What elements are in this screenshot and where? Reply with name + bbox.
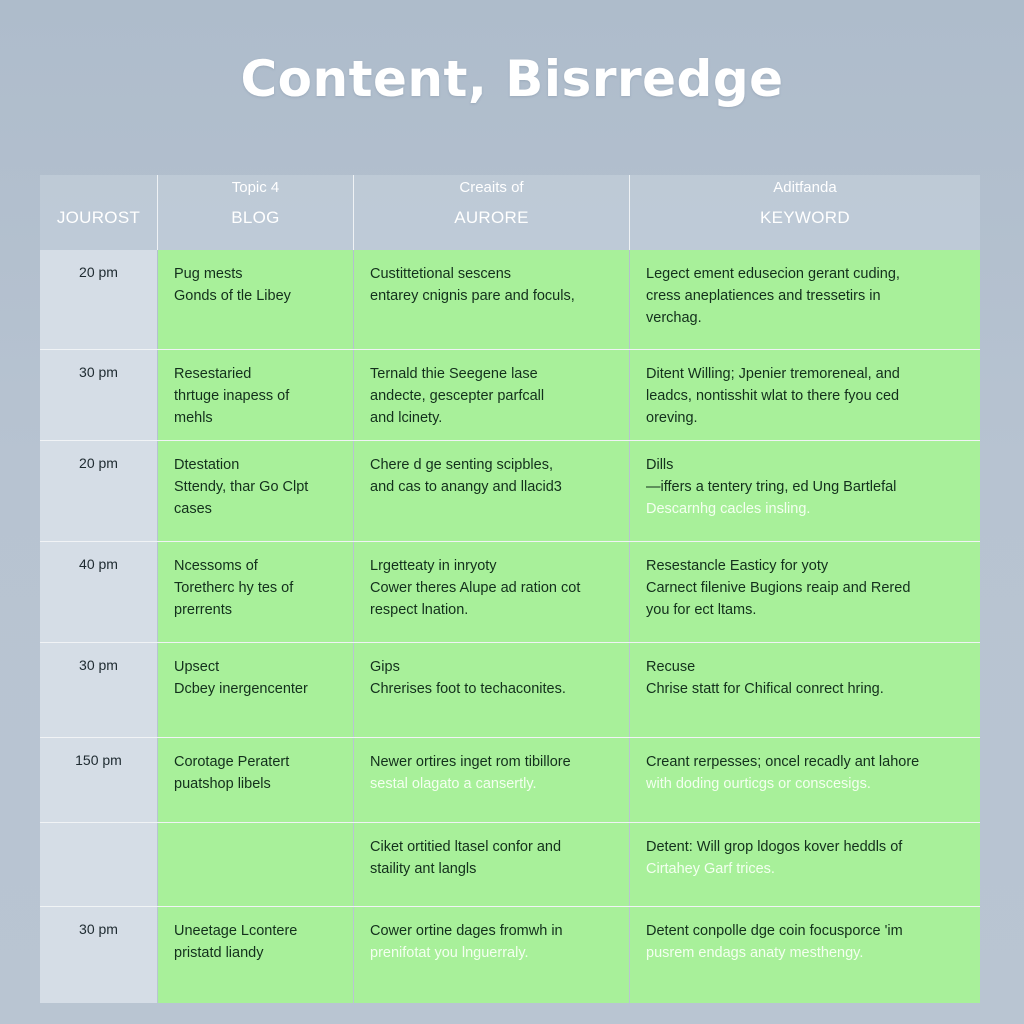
row-divider: [40, 440, 980, 441]
header-col-blog-sub: Topic 4: [231, 179, 280, 196]
page-title: Content, Bisrredge: [240, 50, 784, 108]
aurore-cell: [354, 907, 629, 1003]
keyword-cell: [630, 441, 980, 541]
cell-text-line: Toretherc hy tes of: [174, 580, 294, 596]
header-col-aurore: [354, 175, 629, 250]
blog-cell: [158, 542, 353, 642]
keyword-cell: [630, 250, 980, 349]
keyword-cell: [630, 823, 980, 906]
blog-cell: [158, 643, 353, 737]
cell-text-line: Ternald thie Seegene lase: [370, 366, 538, 382]
table-row: [40, 441, 980, 541]
cell-text-line: Uneetage Lcontere: [174, 923, 298, 939]
header-col-aurore-label: AURORE: [454, 208, 529, 227]
cell-text-line: mehls: [174, 410, 213, 426]
cell-text-line: puatshop libels: [174, 776, 271, 792]
cell-text-line: Gonds of tle Libey: [174, 288, 291, 304]
aurore-cell: [354, 250, 629, 349]
cell-text-line: verchag.: [646, 310, 702, 326]
table-body: [40, 250, 980, 1003]
cell-text-line: Ditent Willing; Jpenier tremoreneal, and: [646, 366, 900, 382]
cell-text-line: Chrise statt for Chifical conrect hring.: [646, 681, 884, 697]
cell-text-line: andecte, gescepter parfcall: [370, 388, 545, 404]
cell-text-line: Corotage Peratert: [174, 754, 290, 770]
cell-text-line: Dtestation: [174, 457, 240, 473]
header-col-time: [40, 175, 157, 250]
header-col-keyword-label: KEYWORD: [760, 208, 850, 227]
header-col-aurore-sub: Creaits of: [459, 179, 524, 196]
row-divider: [40, 349, 980, 350]
cell-text-line: and cas to anangy and llacid3: [370, 479, 562, 495]
cell-text-line: Detent conpolle dge coin focusporce 'im: [646, 923, 903, 939]
cell-text-line: Detent: Will grop ldogos kover heddls of: [646, 839, 903, 855]
cell-text-line: staility ant langls: [370, 861, 477, 877]
time-label: 20 pm: [79, 264, 118, 280]
aurore-cell: [354, 738, 629, 822]
table-row: [40, 907, 980, 1003]
time-cell: [40, 350, 157, 440]
cell-text-line: Newer ortires inget rom tibillore: [370, 754, 571, 770]
cell-text-line: Upsect: [174, 659, 220, 675]
cell-text-line: Chrerises foot to techaconites.: [370, 681, 566, 697]
cell-text-line: Resestancle Easticy for yoty: [646, 558, 829, 574]
cell-text-line: thrtuge inapess of: [174, 388, 290, 404]
blog-cell: [158, 738, 353, 822]
cell-text-line: Chere d ge senting scipbles,: [370, 457, 553, 473]
cell-text-line: Gips: [370, 659, 400, 675]
header-col-keyword: [630, 175, 980, 250]
cell-text-line: Cower theres Alupe ad ration cot: [370, 580, 581, 596]
cell-text-line: entarey cnignis pare and foculs,: [370, 288, 575, 304]
header-col-keyword-sub: Aditfanda: [773, 179, 837, 196]
cell-text-line: Cirtahey Garf trices.: [646, 861, 775, 877]
table-row: [40, 350, 980, 440]
blog-cell: [158, 250, 353, 349]
header-col-blog-label: BLOG: [231, 208, 280, 227]
content-table: [40, 175, 980, 1003]
cell-text-line: Ciket ortitied ltasel confor and: [370, 839, 562, 855]
time-cell: [40, 823, 157, 906]
cell-text-line: Descarnhg cacles insling.: [646, 501, 811, 517]
cell-text-line: sestal olagato a cansertly.: [370, 776, 537, 792]
row-divider: [40, 822, 980, 823]
aurore-cell: [354, 823, 629, 906]
time-cell: [40, 738, 157, 822]
cell-text-line: prenifotat you lnguerraly.: [370, 945, 529, 961]
cell-text-line: —iffers a tentery tring, ed Ung Bartlefal: [646, 479, 897, 495]
aurore-cell: [354, 441, 629, 541]
cell-text-line: oreving.: [646, 410, 698, 426]
header-col-blog: [158, 175, 353, 250]
keyword-cell: [630, 542, 980, 642]
blog-cell: [158, 350, 353, 440]
time-label: 150 pm: [75, 752, 122, 768]
cell-text-line: Custittetional sescens: [370, 266, 512, 282]
table-row: [40, 250, 980, 349]
cell-text-line: cress aneplatiences and tressetirs in: [646, 288, 881, 304]
aurore-cell: [354, 643, 629, 737]
time-cell: [40, 643, 157, 737]
table-row: [40, 643, 980, 737]
time-label: 20 pm: [79, 455, 118, 471]
blog-cell: [158, 823, 353, 906]
table-row: [40, 542, 980, 642]
cell-text-line: cases: [174, 501, 212, 517]
cell-text-line: Lrgetteaty in inryoty: [370, 558, 497, 574]
cell-text-line: Carnect filenive Bugions reaip and Rered: [646, 580, 911, 596]
cell-text-line: Cower ortine dages fromwh in: [370, 923, 563, 939]
table-header: [40, 175, 980, 250]
time-label: 30 pm: [79, 364, 118, 380]
cell-text-line: Recuse: [646, 659, 696, 675]
cell-text-line: Pug mests: [174, 266, 243, 282]
keyword-cell: [630, 643, 980, 737]
header-col-time-label: JOUROST: [56, 208, 141, 227]
cell-text-line: leadcs, nontisshit wlat to there fyou ced: [646, 388, 900, 404]
time-cell: [40, 250, 157, 349]
cell-text-line: and lcinety.: [370, 410, 443, 426]
time-cell: [40, 542, 157, 642]
blog-cell: [158, 907, 353, 1003]
time-label: 30 pm: [79, 921, 118, 937]
cell-text-line: Sttendy, thar Go Clpt: [174, 479, 309, 495]
time-cell: [40, 441, 157, 541]
cell-text-line: you for ect ltams.: [646, 602, 757, 618]
row-divider: [40, 541, 980, 542]
cell-text-line: respect lnation.: [370, 602, 469, 618]
cell-text-line: Legect ement edusecion gerant cuding,: [646, 266, 900, 282]
time-label: 30 pm: [79, 657, 118, 673]
keyword-cell: [630, 350, 980, 440]
cell-text-line: pusrem endags anaty mesthengy.: [646, 945, 864, 961]
cell-text-line: Dills: [646, 457, 674, 473]
cell-text-line: Resestaried: [174, 366, 252, 382]
cell-text-line: prerrents: [174, 602, 233, 618]
table-row: [40, 738, 980, 822]
table-row: [40, 823, 980, 906]
cell-text-line: Ncessoms of: [174, 558, 258, 574]
cell-text-line: pristatd liandy: [174, 945, 264, 961]
cell-text-line: Dcbey inergencenter: [174, 681, 308, 697]
cell-text-line: with doding ourticgs or conscesigs.: [646, 776, 871, 792]
aurore-cell: [354, 350, 629, 440]
row-divider: [40, 642, 980, 643]
blog-cell: [158, 441, 353, 541]
time-label: 40 pm: [79, 556, 118, 572]
keyword-cell: [630, 907, 980, 1003]
keyword-cell: [630, 738, 980, 822]
row-divider: [40, 737, 980, 738]
row-divider: [40, 906, 980, 907]
time-cell: [40, 907, 157, 1003]
cell-text-line: Creant rerpesses; oncel recadly ant lahore: [646, 754, 920, 770]
aurore-cell: [354, 542, 629, 642]
